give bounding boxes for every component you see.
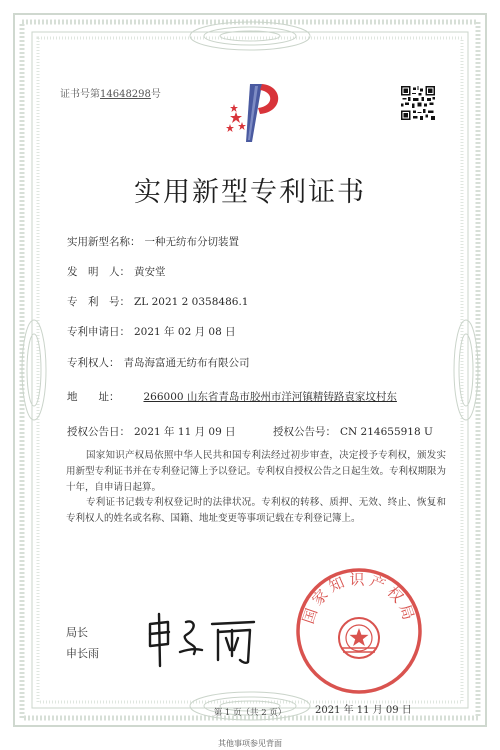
director-name: 申长雨: [66, 647, 99, 660]
seal-date: 2021 年 11 月 09 日: [315, 705, 412, 716]
utility-model-name-value: 一种无纺布分切装置: [144, 236, 239, 248]
page-number: 第 1 页（共 2 页）: [213, 708, 287, 718]
inventor-value: 黄安堂: [134, 266, 166, 278]
svg-text:国家知识产权局: 国家知识产权局: [299, 570, 419, 626]
qr-code-icon: [401, 86, 435, 120]
cert-no-suffix: 号: [150, 89, 161, 100]
patent-number-label: 专 利 号：: [67, 296, 130, 308]
address-row: [67, 389, 397, 404]
cert-no-label: 证书号第: [60, 89, 100, 100]
notice-paragraph-1: 国家知识产权局依照中华人民共和国专利法经过初步审查，决定授予专利权，颁发实用新型专利证书并在专利登记簿上予以登记。专利权自授权公告之日起生效。专利权期限为十年，自申请日起算。: [66, 450, 447, 493]
address-value: 266000 山东省青岛市胶州市洋河镇精铸路袁家坟村东: [143, 391, 397, 403]
filing-date-value: 2021 年 02 月 08 日: [134, 326, 236, 338]
filing-date-label: 专利申请日：: [67, 326, 130, 338]
official-seal: [294, 566, 424, 696]
patentee-label: 专利权人：: [67, 357, 120, 369]
director-title: 局长: [66, 626, 88, 639]
inventor-row: [67, 264, 166, 279]
grant-date-value: 2021 年 11 月 09 日: [134, 426, 236, 438]
utility-model-name-label: 实用新型名称：: [67, 236, 141, 248]
utility-model-name-row: [67, 234, 239, 249]
address-label: 地 址：: [67, 391, 120, 403]
patentee-row: [67, 355, 250, 370]
grant-number-value: CN 214655918 U: [339, 426, 433, 438]
cnipa-emblem-icon: [222, 78, 288, 148]
inventor-label: 发 明 人：: [67, 266, 130, 278]
filing-date-row: [67, 324, 236, 339]
document-title: 实用新型专利证书: [134, 177, 366, 208]
cert-no-value: 14648298: [100, 89, 151, 100]
patent-number-row: [67, 294, 248, 309]
notice-paragraph-2: 专利证书记载专利权登记时的法律状况。专利权的转移、质押、无效、终止、恢复和专利权人的姓名或名称、国籍、地址变更等事项记载在专利登记簿上。: [66, 497, 446, 524]
grant-number-label: 授权公告号：: [272, 426, 336, 438]
director-signature: [142, 610, 262, 670]
footer-note: 其他事项参见背面: [218, 739, 282, 748]
patentee-value: 青岛海富通无纺布有限公司: [123, 357, 250, 369]
grant-date-label: 授权公告日：: [67, 426, 130, 438]
certificate-number: [60, 85, 161, 100]
patent-number-value: ZL 2021 2 0358486.1: [134, 296, 249, 308]
grant-info-row: [67, 424, 433, 439]
